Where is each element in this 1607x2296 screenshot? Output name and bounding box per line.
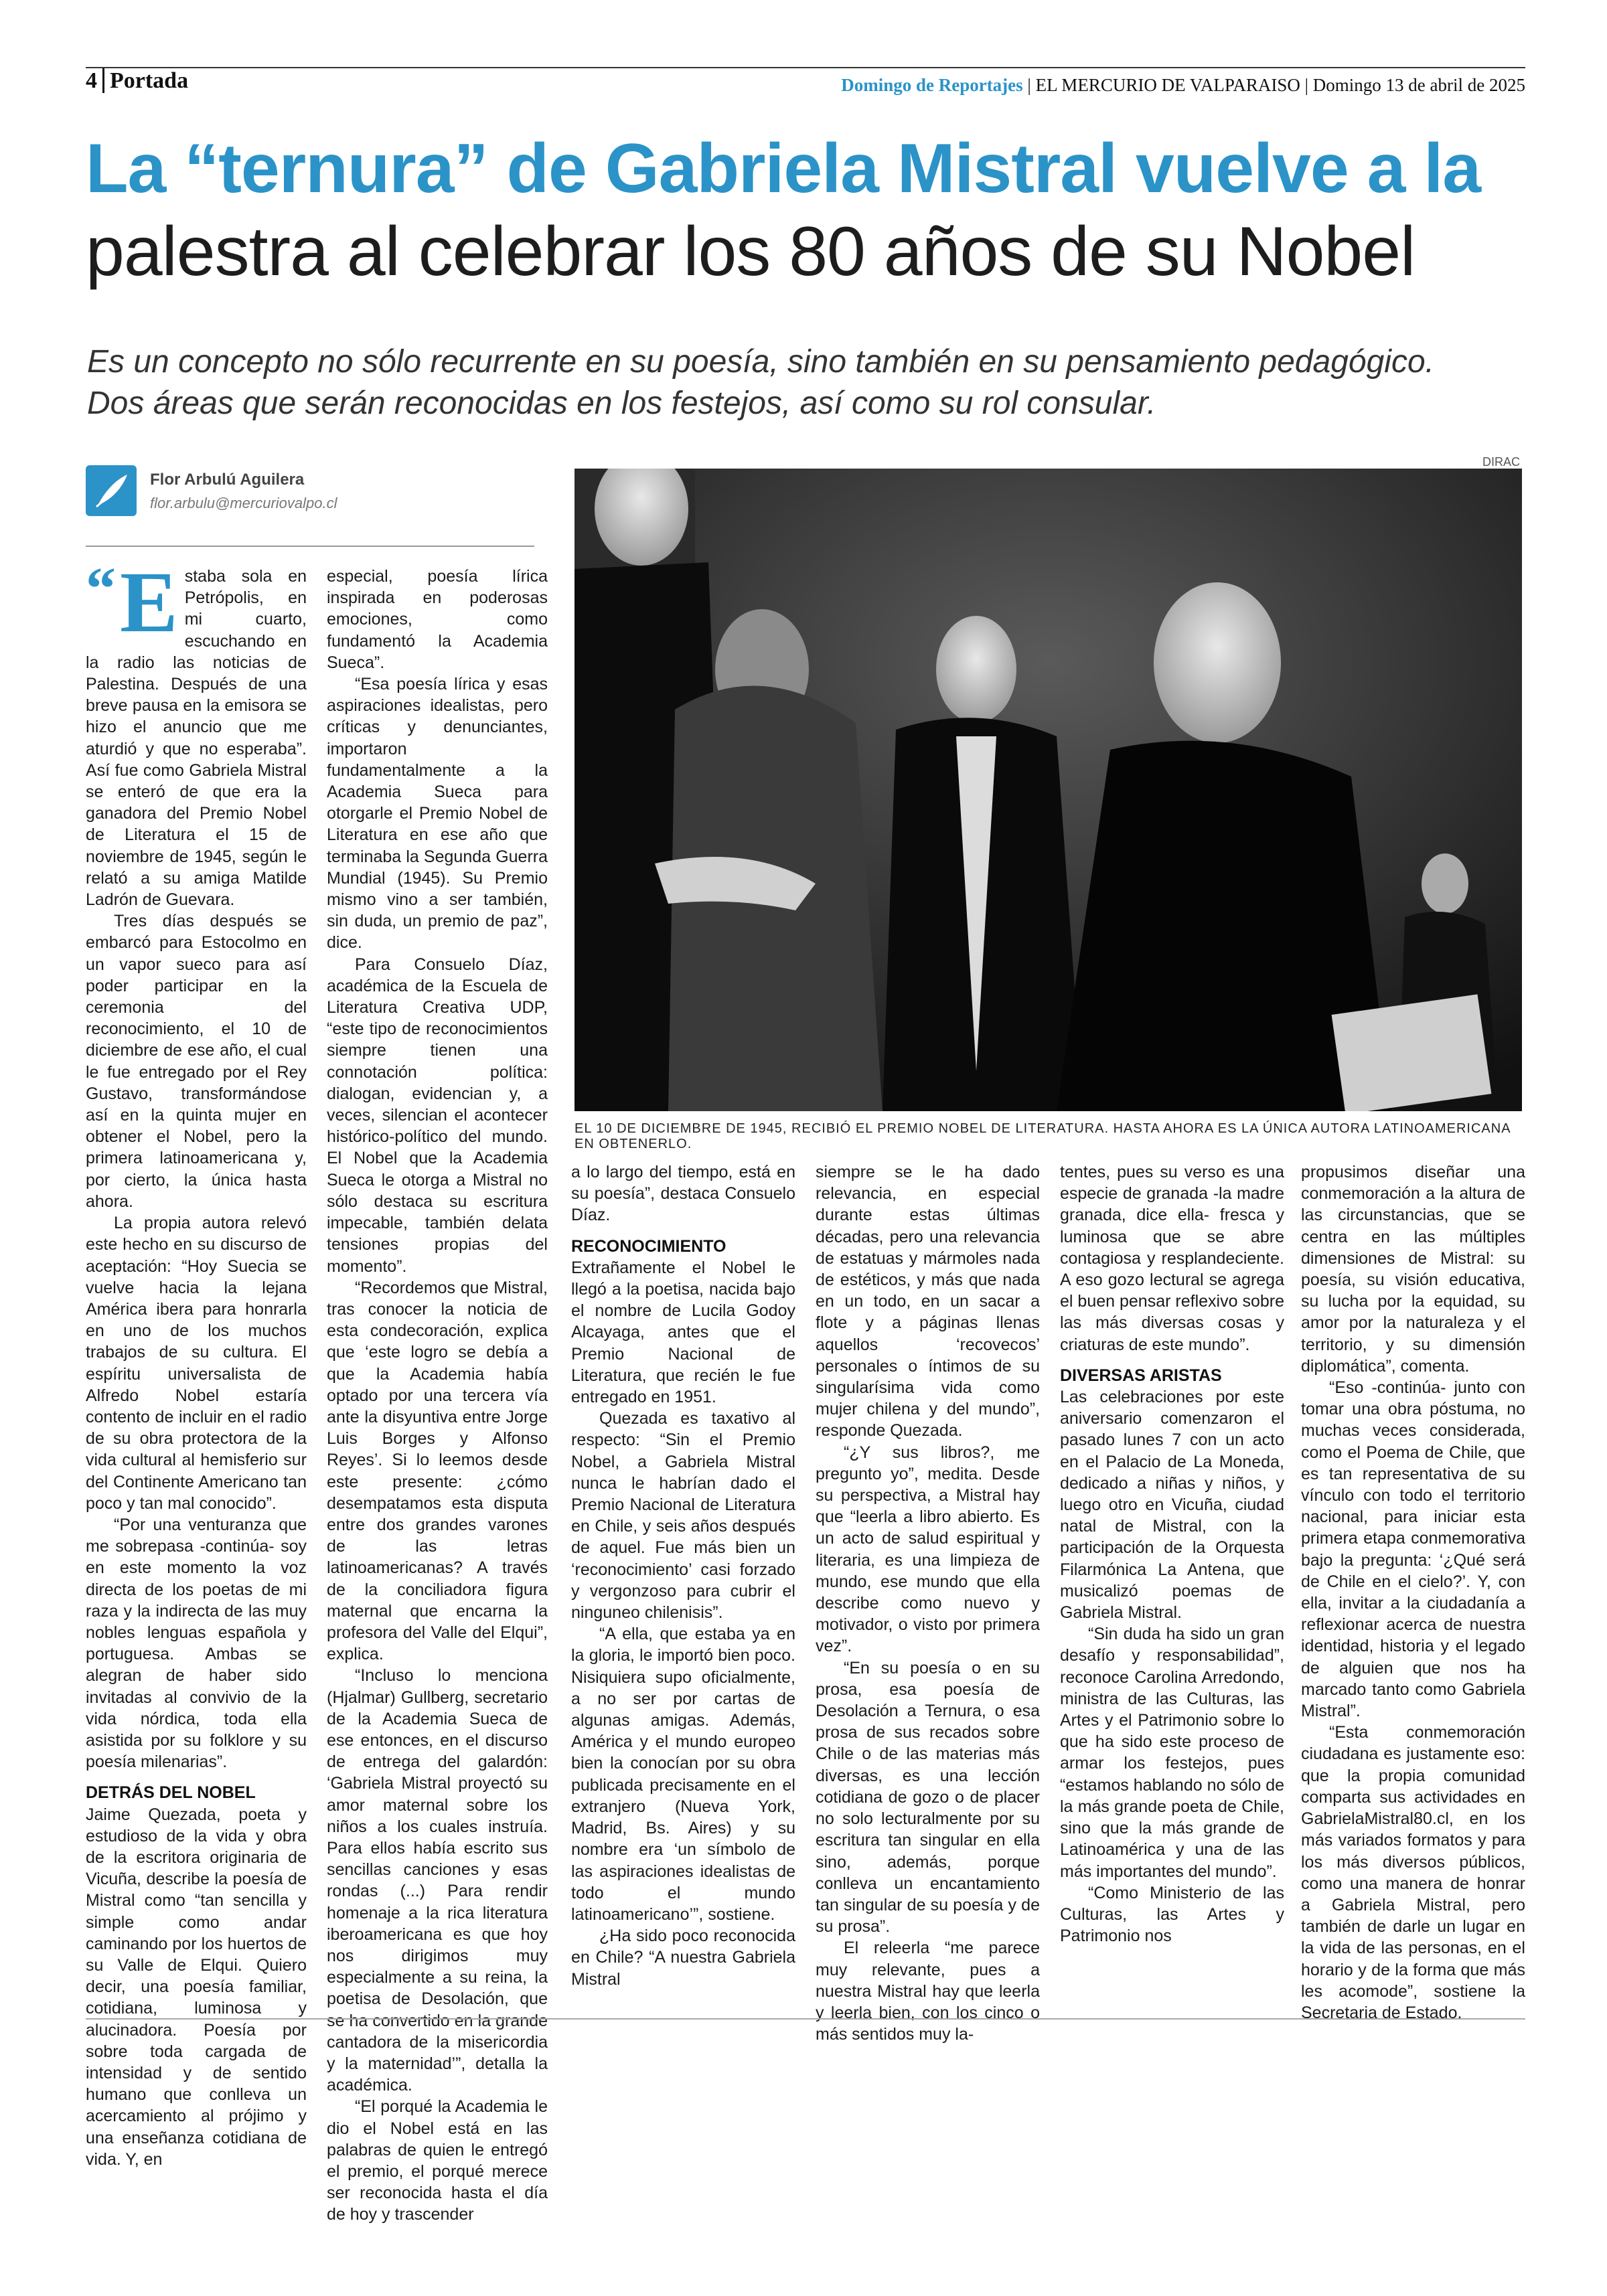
paragraph: “Recordemos que Mistral, tras conocer la noticia de esta condecoración, explica que ‘este logro se debía a que la Academia había optado por una tercera vía ante la disyuntiva entre Jorge Luis Borges y Alfonso Reyes’. Si lo leemos desde este presente: ¿cómo desempatamos esta disputa entre dos grandes varones de las letras latinoamericanas? A través de la conciliadora figura maternal que encarna la profesora del Valle del Elqui”, explica. [327, 1278, 548, 1664]
photo-credit: DIRAC [1482, 455, 1520, 469]
article-photo [575, 469, 1522, 1111]
paragraph: a lo largo del tiempo, está en su poesía”, destaca Consuelo Díaz. [571, 1163, 795, 1225]
paragraph: “Eso -continúa- junto con tomar una obra póstuma, no muchas veces considerada, como el Poema de Chile, que es tan representativa de su vínculo con todo el territorio nacional, para iniciar esta primera etapa conmemorativa bajo la pregunta: ‘¿Qué será de Chile en el cielo?’. Y, con ella, invitar a la ciudadanía a reflexionar acerca de nuestra identidad, historia y el legado de alguien que nos ha marcado tanto como Gabriela Mistral”. [1301, 1378, 1525, 1721]
headline-line-1: La “ternura” de Gabriela Mistral vuelve a la [86, 130, 1481, 208]
photo-caption: EL 10 DE DICIEMBRE DE 1945, RECIBIÓ EL PREMIO NOBEL DE LITERATURA. HASTA AHORA ES LA ÚNICA AUTORA LATINOAMERICANA EN OBTENERLO. [575, 1121, 1511, 1151]
section-name: Portada [110, 68, 189, 93]
drop-cap: E [120, 554, 178, 651]
headline [86, 127, 1539, 293]
paragraph: propusimos diseñar una conmemoración a la altura de las circunstancias, que se centra en las múltiples dimensiones de Mistral: su poesía, su visión educativa, su lucha por la equidad, su amor por la naturaleza y el territorio, y su dimensión diplomática”, comenta. [1301, 1163, 1525, 1376]
paragraph: Quezada es taxativo al respecto: “Sin el Premio Nobel, a Gabriela Mistral nunca le habrían dado el Premio Nacional de Literatura en Chile, y seis años después de aquel. Fue más bien un ‘reconocimiento’ casi forzado y vergonzoso para cubrir el ninguneo chilenisis”. [571, 1409, 795, 1623]
paragraph: “Incluso lo menciona (Hjalmar) Gullberg, secretario de la Academia Sueca de ese entonces, en el discurso de entrega del galardón: ‘Gabriela Mistral proyectó su amor maternal sobre los niños a los cuales instruía. Para ellos había escrito sus sencillas canciones y esas rondas (...) Para rendir homenaje a la rica literatura iberoamericana es que hoy nos dirigimos muy especialmente a su reina, la poetisa de Desolación, que se ha convertido en la grande cantadora de la misericordia y la maternidad’”, detalla la académica. [327, 1666, 548, 2095]
paragraph: Tres días después se embarcó para Estocolmo en un vapor sueco para así poder participar en la ceremonia del reconocimiento, el 10 de diciembre de ese año, el cual le fue entregado por el Rey Gustavo, transformándose así en la quinta mujer en obtener el Nobel, pero la primera latinoamericana y, por cierto, la única hasta ahora. [86, 912, 307, 1211]
paragraph: “Esa poesía lírica y esas aspiraciones idealistas, pero críticas y denunciantes, importaron fundamentalmente a la Academia Sueca para otorgarle el Premio Nobel de Literatura en ese año que terminaba la Segunda Guerra Mundial (1945). Su Premio mismo vino a ser también, sin duda, un premio de paz”, dice. [327, 675, 548, 953]
paragraph: “Como Ministerio de las Culturas, las Artes y Patrimonio nos [1060, 1883, 1284, 1946]
paragraph: Para Consuelo Díaz, académica de la Escuela de Literatura Creativa UDP, “este tipo de reconocimientos siempre tienen una connotación política: dialogan, evidencian y, a veces, silencian el acontecer histórico-político del mundo. El Nobel que la Academia Sueca le otorga a Mistral no sólo destaca su escritura impecable, también delata tensiones propias del momento”. [327, 955, 548, 1276]
paragraph: staba sola en Petrópolis, en mi cuarto, escuchando en la radio las noticias de Palestina. Después de una breve pausa en la emisora se hizo el anuncio que me aturdió y que no esperaba”. Así fue como Gabriela Mistral se enteró de que era la ganadora del Premio Nobel de Literatura el 15 de noviembre de 1945, según le relató a su amiga Matilde Ladrón de Guevara. [86, 567, 307, 910]
paragraph: “¿Y sus libros?, me pregunto yo”, medita. Desde su perspectiva, a Mistral hay que “leerla a libro abierto. Es un acto de salud espiritual y literaria, es una limpieza de mundo, ese mundo que ella describe como nuevo y motivador, o visto por primera vez”. [816, 1443, 1040, 1656]
page-header-right: Domingo de Reportajes | EL MERCURIO DE VALPARAISO | Domingo 13 de abril de 2025 [841, 75, 1525, 95]
footer-rule [86, 2018, 1525, 2020]
supplement-name: Domingo de Reportajes [841, 75, 1023, 95]
paragraph: Las celebraciones por este aniversario comenzaron el pasado lunes 7 con un acto en el Palacio de La Moneda, dedicado a niñas y niños, y luego otro en Vicuña, ciudad natal de Mistral, con la participación de la Orquesta Filarmónica La Antena, que musicalizó poemas de Gabriela Mistral. [1060, 1388, 1284, 1623]
paragraph: “A ella, que estaba ya en la gloria, le importó bien poco. Nisiquiera supo oficialmente, a no ser por cartas de algunas amigas. Además, América y el mundo europeo bien la conocían por su obra publicada precisamente en el extranjero (Nueva York, Madrid, Bs. Aires) y su nombre era ‘un símbolo de las aspiraciones idealistas de todo el mundo latinoamericano’”, sostiene. [571, 1625, 795, 1924]
article-column-4 [816, 1161, 1040, 2045]
quill-icon [86, 465, 137, 516]
article-column-5 [1060, 1161, 1284, 1947]
author-name: Flor Arbulú Aguilera [150, 471, 305, 489]
paragraph: ¿Ha sido poco reconocida en Chile? “A nuestra Gabriela Mistral [571, 1926, 795, 1989]
paragraph: Extrañamente el Nobel le llegó a la poetisa, nacida bajo el nombre de Lucila Godoy Alcayaga, antes que el Premio Nacional de Literatura, que recién le fue entregado en 1951. [571, 1258, 795, 1407]
headline-line-2: palestra al celebrar los 80 años de su Nobel [86, 213, 1415, 291]
paragraph: especial, poesía lírica inspirada en poderosas emociones, como fundamentó la Academia Sueca”. [327, 567, 548, 672]
subheading: DETRÁS DEL NOBEL [86, 1783, 256, 1803]
paragraph: La propia autora relevó este hecho en su discurso de aceptación: “Hoy Suecia se vuelve hacia la lejana América ibera para honrarla en uno de los muchos trabajos de su cultura. El espíritu universalista de Alfredo Nobel estaría contento de incluir en el radio de su obra protectora de la vida cultural al hemisferio sur del Continente Americano tan poco y tan mal conocido”. [86, 1214, 307, 1513]
page-number: 4 [86, 68, 97, 93]
article-column-2 [327, 566, 548, 2226]
article-column-1 [86, 554, 307, 2170]
author-email[interactable]: flor.arbulu@mercuriovalpo.cl [150, 495, 337, 511]
page-folio [86, 68, 188, 94]
newspaper-name: EL MERCURIO DE VALPARAISO [1035, 75, 1300, 95]
paragraph: “Sin duda ha sido un gran desafío y responsabilidad”, reconoce Carolina Arredondo, ministra de las Culturas, las Artes y el Patrimonio sobre lo que ha sido este proceso de armar los festejos, pues “estamos hablando no sólo de la más grande poeta de Chile, sino que la más grande de Latinoamérica y una de las más importantes del mundo”. [1060, 1625, 1284, 1881]
header-rule [86, 67, 1525, 68]
byline [86, 465, 534, 547]
drop-cap-block [86, 554, 178, 651]
paragraph: “Por una venturanza que me sobrepasa -continúa- soy en este momento la voz directa de los poetas de mi raza y la indirecta de las muy nobles lenguas española y portuguesa. Ambas se alegran de haber sido invitadas al convivio de la vida nórdica, toda ella asistida por su folklore y su poesía milenarias”. [86, 1515, 307, 1772]
deck-line-1: Es un concepto no sólo recurrente en su poesía, sino también en su pensamiento pedagógico. [87, 344, 1434, 380]
deck-line-2: Dos áreas que serán reconocidas en los festejos, así como su rol consular. [87, 386, 1156, 421]
issue-date: Domingo 13 de abril de 2025 [1312, 75, 1525, 95]
article-column-3 [571, 1161, 795, 1990]
paragraph: Jaime Quezada, poeta y estudioso de la vida y obra de la escritora originaria de Vicuña, describe la poesía de Mistral como “tan sencilla y simple como andar caminando por los huertos de su Valle de Elqui. Quiero decir, una poesía familiar, cotidiana, luminosa y alucinadora. Poesía por sobre toda cargada de intensidad y de sentido humano que conlleva un acercamiento al prójimo y una enseñanza cotidiana de vida. Y, en [86, 1805, 307, 2169]
article-column-6 [1301, 1161, 1525, 2024]
subheading: RECONOCIMIENTO [571, 1236, 726, 1256]
subheading: DIVERSAS ARISTAS [1060, 1366, 1222, 1385]
paragraph: “En su poesía o en su prosa, esa poesía de Desolación a Ternura, o esa prosa de sus recados sobre Chile o de las materias más diversas, es una lección cotidiana de gozo o de placer no solo lecturalmente por su escritura tan singular en ella sino, además, porque conlleva un encantamiento tan singular de su poesía y de su prosa”. [816, 1658, 1040, 1937]
opening-quote-mark: “ [86, 556, 116, 622]
paragraph: “El porqué la Academia le dio el Nobel está en las palabras de quien le entregó el premio, el porqué merece ser reconocida hasta el día de hoy y trascender [327, 2097, 548, 2224]
paragraph: “Esta conmemoración ciudadana es justamente eso: que la propia comunidad comparta sus actividades en GabrielaMistral80.cl, en los más variados formatos y para los más diversos públicos, como una manera de honrar a Gabriela Mistral, pero también de darle un lugar en la vida de las personas, en el horario y de la forma que más les acomode”, sostiene la Secretaria de Estado. [1301, 1723, 1525, 2022]
paragraph: tentes, pues su verso es una especie de granada -la madre granada, dice ella- fresca y luminosa que se abre contagiosa y resplandeciente. A eso gozo lectural se agrega el buen pensar reflexivo sobre las más diversas cosas y criaturas de este mundo”. [1060, 1163, 1284, 1354]
deck [87, 341, 1547, 424]
paragraph: El releerla “me parece muy relevante, pues a nuestra Mistral hay que leerla y leerla bien, con los cinco o más sentidos muy la- [816, 1939, 1040, 2044]
paragraph: siempre se le ha dado relevancia, en especial durante estas últimas décadas, pero una relevancia de estatuas y mármoles nada de estéticos, y más que nada en un todo, en un sacar a flote y a páginas llenas aquellos ‘recovecos’ personales o íntimos de su singularísima vida como mujer chilena y del mundo”, responde Quezada. [816, 1163, 1040, 1441]
